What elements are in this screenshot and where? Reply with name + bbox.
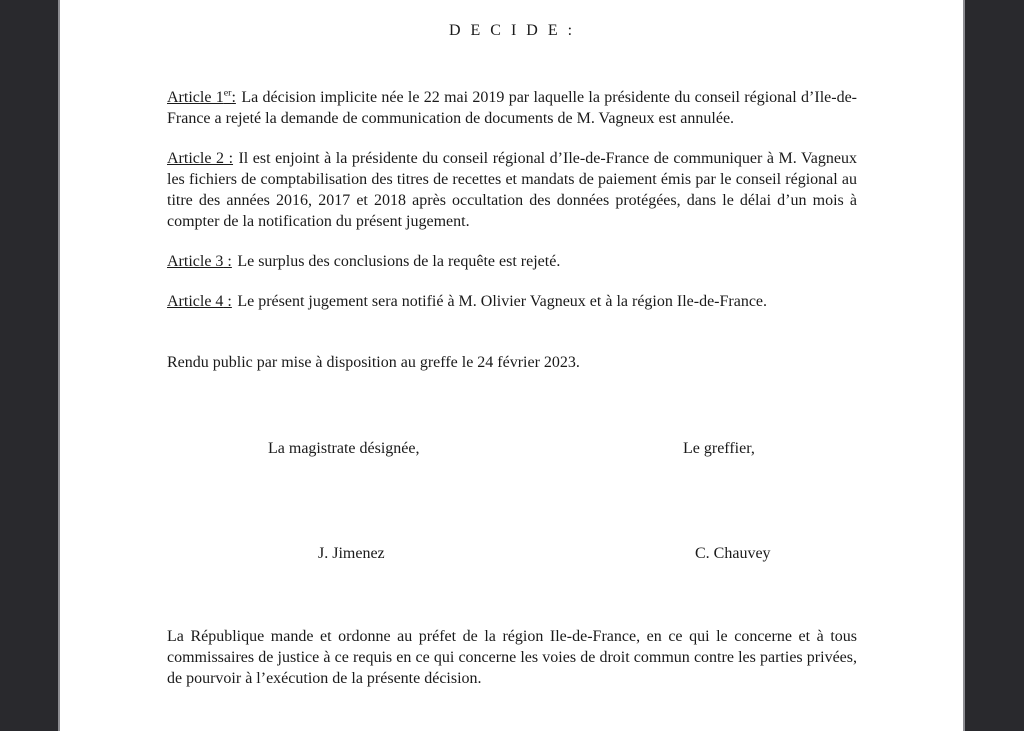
article-3-colon: : [223,253,232,270]
article-2-label-text: Article 2 [167,150,224,167]
article-4-paragraph [167,291,857,312]
article-2-text: Il est enjoint à la présidente du conseil régional d’Ile-de-France de communiquer à M. Vagneux les fichiers de comptabilisation des titres de recettes et mandats de paiement émis par le conseil régional au titre des années 2016, 2017 et 2018 après occultation des données protégées, dans le délai d’un mois à compter de la notification du présent jugement. [167,150,858,230]
clerk-role-label: Le greffier, [683,440,755,457]
article-3-text: Le surplus des conclusions de la requête est rejeté. [237,253,561,270]
document-page [58,0,965,731]
article-1-label [167,89,236,106]
article-1-ordinal-superscript: er [223,87,232,99]
left-dark-border [0,0,58,731]
article-2-colon: : [224,150,234,167]
magistrate-role-label: La magistrate désignée, [268,440,420,457]
article-1-colon: : [231,89,236,106]
article-3-label-text: Article 3 [167,253,224,270]
decision-title: D E C I D E : [448,22,576,39]
article-2-label [167,150,233,167]
article-3-label [167,253,232,270]
article-4-label-text: Article 4 [167,293,224,310]
article-1-text: La décision implicite née le 22 mai 2019 par laquelle la présidente du conseil régional d’Ile-de-France a rejeté la demande de communication de documents de M. Vagneux est annulée. [167,89,858,127]
signature-names-row [167,543,857,564]
right-dark-border [965,0,1024,731]
magistrate-name: J. Jimenez [318,545,385,562]
clerk-name: C. Chauvey [695,545,771,562]
article-4-colon: : [223,293,232,310]
article-1-label-text: Article 1 [167,89,224,106]
article-2-paragraph [167,148,857,232]
article-1-paragraph [167,87,857,129]
article-4-text: Le présent jugement sera notifié à M. Olivier Vagneux et à la région Ile-de-France. [237,293,768,310]
publication-line: Rendu public par mise à disposition au greffe le 24 février 2023. [167,354,580,371]
execution-formula: La République mande et ordonne au préfet de la région Ile-de-France, en ce qui le concerne et à tous commissaires de justice à ce requis en ce qui concerne les voies de droit commun contre les parties privées, de pourvoir à l’exécution de la présente décision. [167,628,857,687]
article-4-label [167,293,232,310]
article-3-paragraph [167,251,857,272]
signature-roles-row [167,438,857,459]
